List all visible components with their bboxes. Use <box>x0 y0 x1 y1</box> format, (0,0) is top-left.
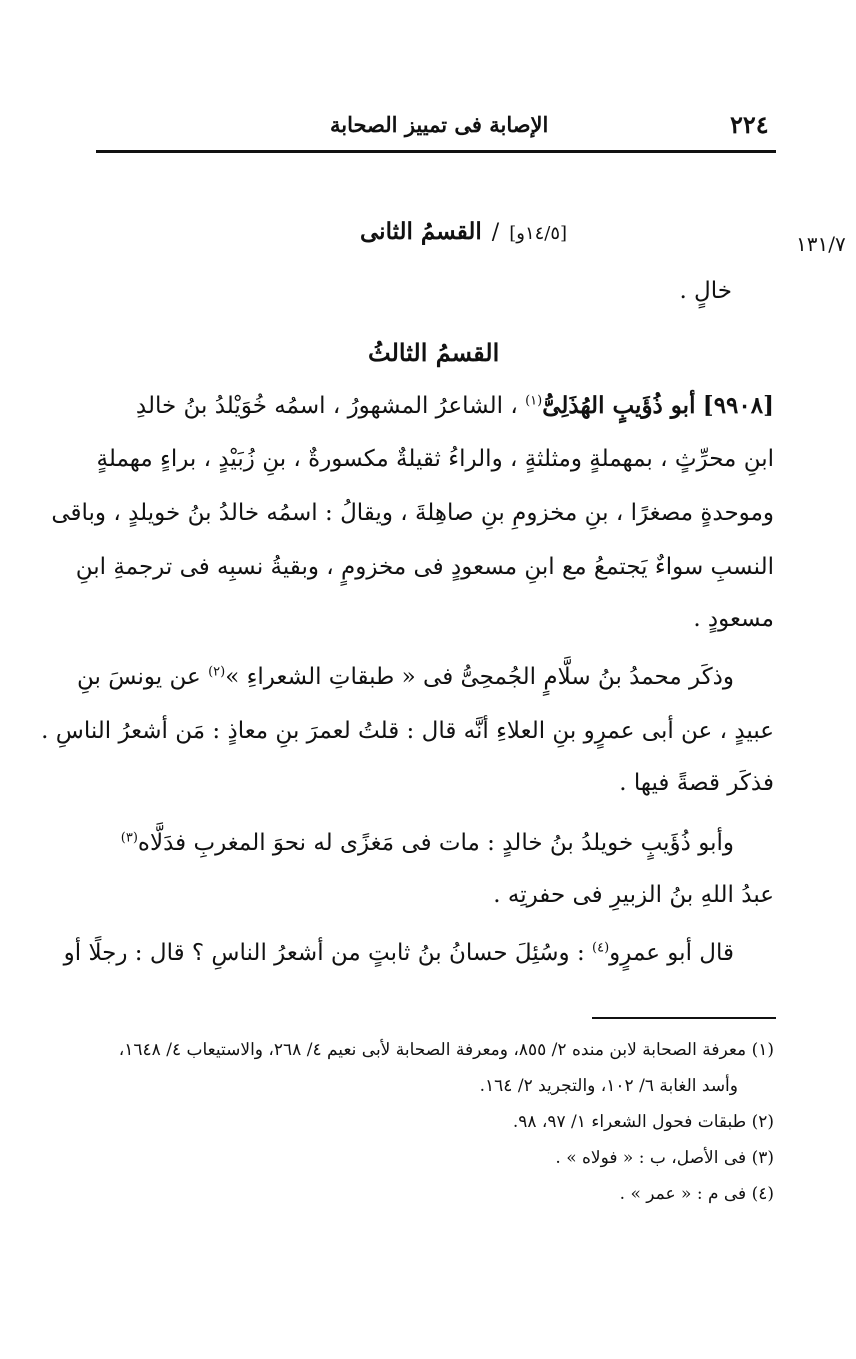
section-title: القسمُ الثانى <box>360 218 482 245</box>
running-title: الإصابة فى تمييز الصحابة <box>330 112 549 137</box>
text-line-khal: خالٍ . <box>679 278 732 304</box>
para2-line-3: فذكَر قصةً فيها . <box>619 770 774 796</box>
para4-line-1 <box>64 940 734 966</box>
header-rule <box>96 150 776 153</box>
section-separator: / <box>491 220 500 245</box>
para2-line-1-a: وذكَر محمدُ بنُ سلَّامٍ الجُمحِىُّ فى « طبقاتِ الشعراءِ » <box>225 664 734 690</box>
section-heading-third: القسمُ الثالثُ <box>368 338 500 367</box>
entry-name: أبو ذُؤَيبٍ الهُذَلِىُّ <box>542 392 696 419</box>
footnote-ref-3: (٣) <box>120 830 138 846</box>
footnote-1-cont: وأسد الغابة ٦/ ١٠٢، والتجريد ٢/ ١٦٤. <box>479 1076 738 1096</box>
entry-line-5: مسعودٍ . <box>693 606 774 632</box>
entry-line-4: النسبِ سواءٌ يَجتمعُ مع ابنِ مسعودٍ فى مخزومٍ ، وبقيةُ نسبِه فى ترجمةِ ابنِ <box>75 554 774 580</box>
footnote-ref-4: (٤) <box>592 940 610 956</box>
footnote-2: (٢) طبقات فحول الشعراء ١/ ٩٧، ٩٨. <box>512 1112 774 1132</box>
entry-line-3: وموحدةٍ مصغرًا ، بنِ مخزومِ بنِ صاهِلةَ ، ويقالُ : اسمُه خالدُ بنُ خويلدٍ ، وباقى <box>51 500 774 526</box>
entry-line-1 <box>136 392 774 419</box>
entry-number: [٩٩٠٨] <box>702 392 774 419</box>
para4-line-1-a: قال أبو عمرٍو <box>609 940 734 966</box>
footnote-4: (٤) فى م : « عمر » . <box>619 1184 774 1204</box>
para3-line-2: عبدُ اللهِ بنُ الزبيرِ فى حفرتِه . <box>493 882 774 908</box>
footnote-ref-2: (٢) <box>208 664 226 680</box>
para3-line-1-text: وأبو ذُؤَيبٍ خويلدُ بنُ خالدٍ : مات فى مَغزًى له نحوَ المغربِ فدَلَّاه <box>137 830 734 856</box>
manuscript-folio: [١٤/٥و] <box>509 223 568 244</box>
para2-line-2: عبيدٍ ، عن أبى عمرٍو بنِ العلاءِ أنَّه قال : قلتُ لعمرَ بنِ معاذٍ : مَن أشعرُ الناسِ . <box>41 718 774 744</box>
margin-reference: ١٣١/٧ <box>796 232 846 256</box>
entry-line-1-text: ، الشاعرُ المشهورُ ، اسمُه خُوَيْلدُ بنُ خالدِ <box>135 393 518 419</box>
section-heading-second <box>360 218 567 245</box>
footnote-3: (٣) فى الأصل، ب : « فولاه » . <box>555 1148 774 1168</box>
footnote-rule <box>592 1017 776 1019</box>
para3-line-1 <box>121 830 734 856</box>
footnote-1: (١) معرفة الصحابة لابن منده ٢/ ٨٥٥، ومعرفة الصحابة لأبى نعيم ٤/ ٢٦٨، والاستيعاب ٤/ ١٦٤٨، <box>118 1040 774 1060</box>
para2-line-1-b: عن يونسَ بنِ <box>76 664 201 690</box>
page-number: ٢٢٤ <box>730 110 769 139</box>
footnote-ref-1: (١) <box>525 393 543 409</box>
para2-line-1 <box>77 664 734 690</box>
para4-line-1-b: : وسُئِلَ حسانُ بنُ ثابتٍ من أشعرُ الناسِ ؟ قال : رجلًا أو <box>63 940 585 966</box>
entry-line-2: ابنِ محرِّثٍ ، بمهملةٍ ومثلثةٍ ، والراءُ ثقيلةٌ مكسورةٌ ، بنِ زُبَيْدٍ ، براءٍ مهملةٍ <box>96 446 774 472</box>
